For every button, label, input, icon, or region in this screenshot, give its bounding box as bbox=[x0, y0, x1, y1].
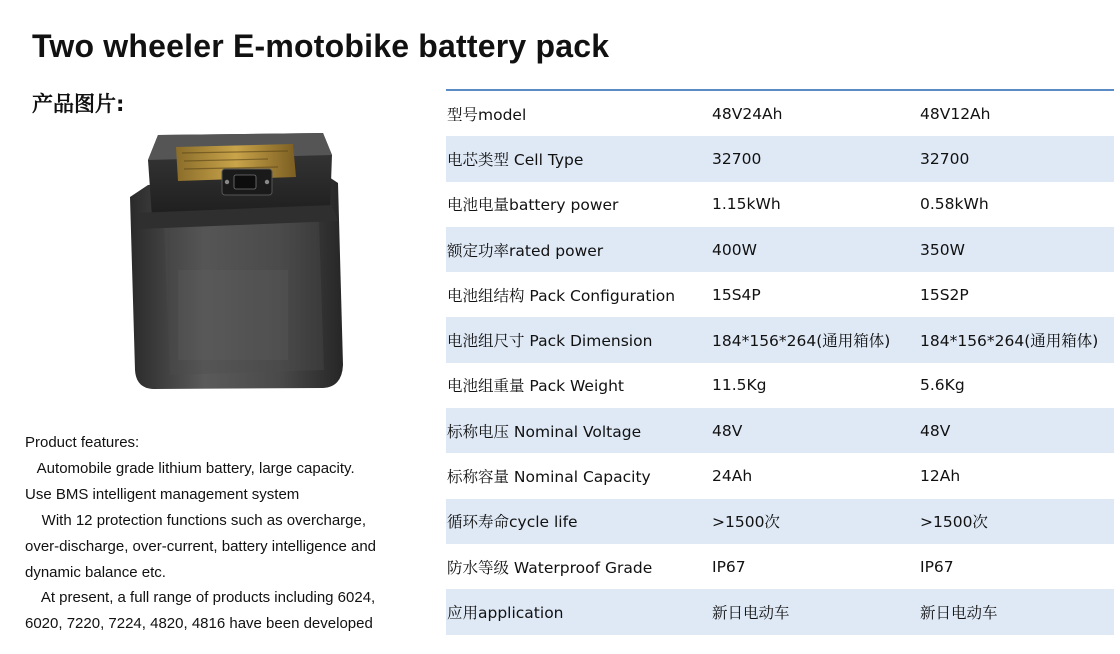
spec-label: 电池组重量 Pack Weight bbox=[447, 377, 625, 396]
spec-value-48v12ah: 48V12Ah bbox=[920, 104, 991, 123]
spec-value-48v12ah: 48V bbox=[920, 421, 951, 440]
spec-row-pack-dimension bbox=[446, 317, 1114, 362]
spec-label: 应用application bbox=[447, 603, 564, 622]
feature-line: Product features: bbox=[25, 434, 140, 451]
feature-line: over-discharge, over-current, battery intelligence and bbox=[25, 537, 377, 555]
spec-label: 电池组尺寸 Pack Dimension bbox=[447, 332, 653, 351]
spec-row-battery-power bbox=[446, 182, 1114, 227]
spec-value-48v24ah: 1.15kWh bbox=[712, 195, 781, 214]
spec-value-48v12ah: 12Ah bbox=[920, 467, 961, 486]
spec-label: 电池组结构 Pack Configuration bbox=[447, 286, 676, 305]
spec-row-cell-type bbox=[446, 136, 1114, 181]
spec-row-model bbox=[446, 91, 1114, 136]
spec-label: 型号model bbox=[447, 105, 527, 124]
spec-label: 电芯类型 Cell Type bbox=[447, 150, 584, 169]
spec-value-48v24ah: 48V bbox=[712, 421, 743, 440]
feature-line: 6020, 7220, 7224, 4820, 4816 have been developed bbox=[25, 615, 373, 633]
feature-line: dynamic balance etc. bbox=[25, 563, 166, 581]
feature-line: With 12 protection functions such as overcharge, bbox=[25, 511, 367, 529]
spec-label: 电池电量battery power bbox=[447, 196, 619, 215]
spec-row-pack-configuration bbox=[446, 272, 1114, 317]
spec-value-48v24ah: 24Ah bbox=[712, 467, 753, 486]
spec-value-48v24ah: >1500次 bbox=[712, 513, 780, 532]
spec-value-48v12ah: 0.58kWh bbox=[920, 195, 989, 214]
spec-label: 循环寿命cycle life bbox=[447, 513, 578, 532]
spec-value-48v12ah: 32700 bbox=[920, 149, 970, 168]
spec-label: 防水等级 Waterproof Grade bbox=[447, 558, 653, 577]
spec-value-48v24ah: 184*156*264(通用箱体) bbox=[712, 332, 891, 351]
spec-value-48v24ah: 400W bbox=[712, 240, 757, 259]
spec-value-48v12ah: >1500次 bbox=[920, 513, 988, 532]
spec-label: 标称容量 Nominal Capacity bbox=[447, 468, 651, 487]
spec-value-48v24ah: 11.5Kg bbox=[712, 376, 767, 395]
spec-table bbox=[446, 89, 1114, 635]
spec-label: 额定功率rated power bbox=[447, 241, 604, 260]
spec-row-pack-weight bbox=[446, 363, 1114, 408]
product-image-heading: 产品图片: bbox=[32, 92, 125, 116]
spec-row-application bbox=[446, 589, 1114, 634]
spec-value-48v12ah: 5.6Kg bbox=[920, 376, 965, 395]
spec-row-rated-power bbox=[446, 227, 1114, 272]
battery-pack-photo bbox=[118, 125, 358, 395]
feature-line: Automobile grade lithium battery, large capacity. bbox=[25, 459, 355, 477]
spec-label: 标称电压 Nominal Voltage bbox=[447, 422, 642, 441]
spec-value-48v24ah: 48V24Ah bbox=[712, 104, 783, 123]
spec-row-cycle-life bbox=[446, 499, 1114, 544]
spec-value-48v24ah: 15S4P bbox=[712, 285, 761, 304]
spec-value-48v24ah: IP67 bbox=[712, 557, 746, 576]
spec-value-48v24ah: 新日电动车 bbox=[712, 603, 790, 622]
spec-row-nominal-capacity bbox=[446, 453, 1114, 498]
feature-line: At present, a full range of products including 6024, bbox=[25, 589, 376, 607]
spec-value-48v12ah: IP67 bbox=[920, 557, 954, 576]
spec-row-nominal-voltage bbox=[446, 408, 1114, 453]
product-features bbox=[25, 430, 425, 637]
page-title: Two wheeler E-motobike battery pack bbox=[32, 28, 610, 64]
spec-value-48v12ah: 184*156*264(通用箱体) bbox=[920, 332, 1099, 351]
spec-value-48v12ah: 15S2P bbox=[920, 285, 969, 304]
spec-value-48v24ah: 32700 bbox=[712, 149, 762, 168]
feature-line: Use BMS intelligent management system bbox=[25, 485, 300, 503]
spec-row-waterproof-grade bbox=[446, 544, 1114, 589]
spec-value-48v12ah: 新日电动车 bbox=[920, 603, 998, 622]
spec-value-48v12ah: 350W bbox=[920, 240, 965, 259]
